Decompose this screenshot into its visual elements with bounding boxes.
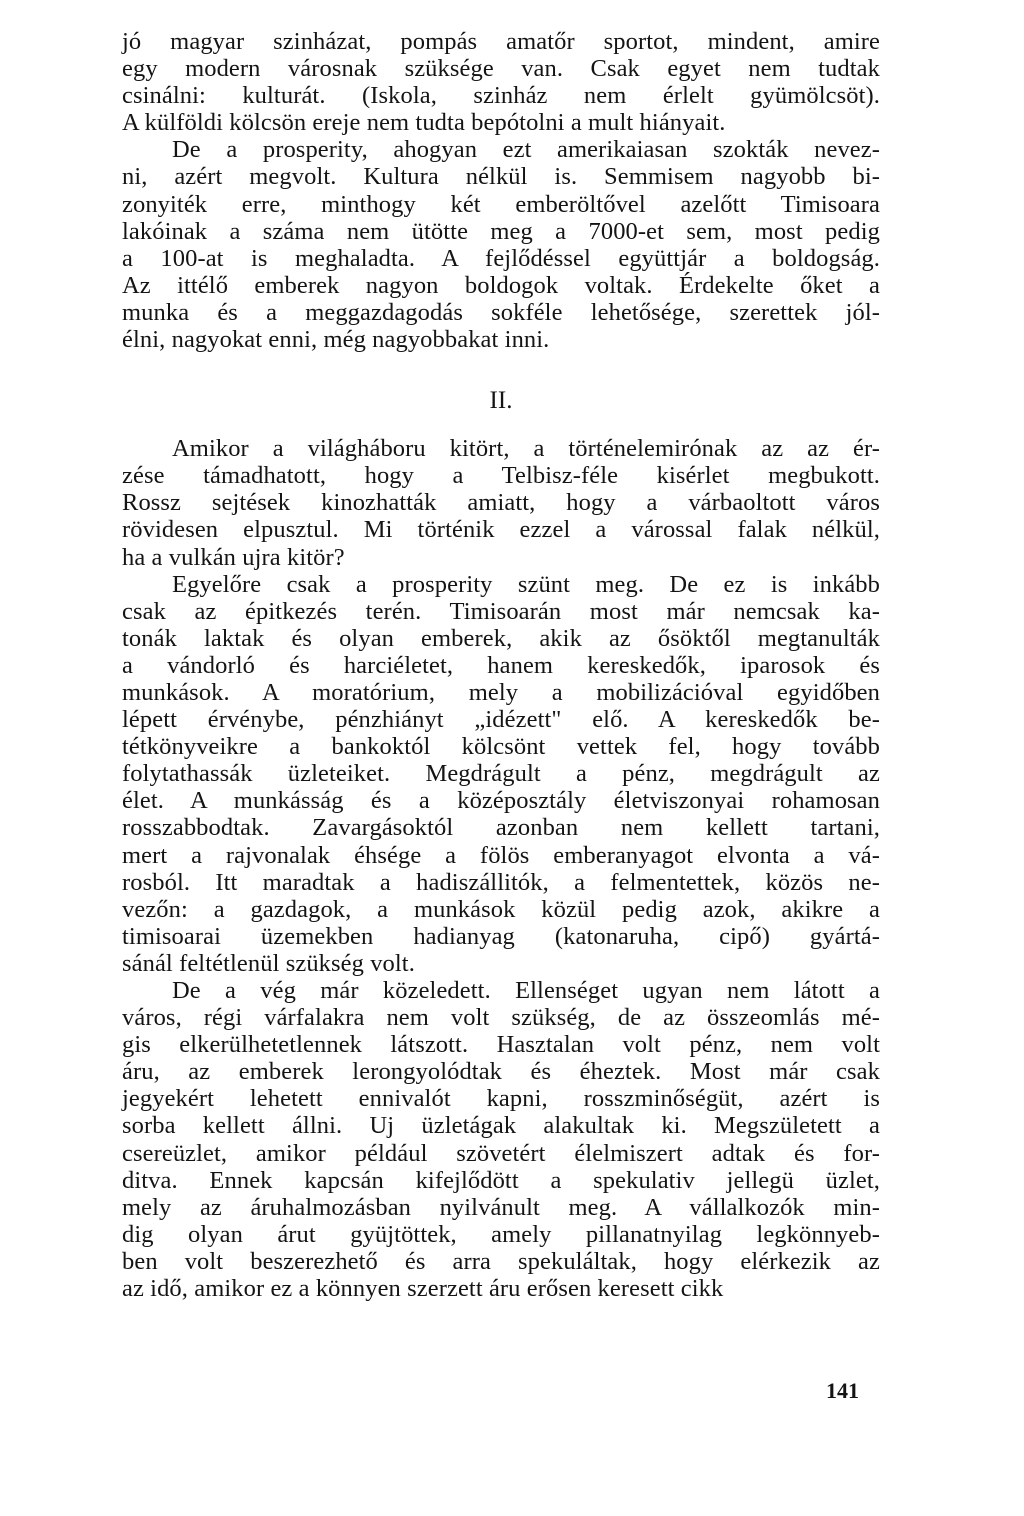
text-line: De a prosperity, ahogyan ezt amerikaiasan szokták nevez- xyxy=(172,136,880,164)
paragraph xyxy=(122,28,880,136)
text-line: jegyekért lehetett ennivalót kapni, rosszminőségüt, azért is xyxy=(122,1085,880,1113)
text-line: zonyiték erre, minthogy két emberöltővel azelőtt Timisoara xyxy=(122,190,880,218)
text-line: csak az épitkezés terén. Timisoarán most már nemcsak ka- xyxy=(122,597,880,625)
text-line: Rossz sejtések kinozhatták amiatt, hogy a várbaoltott város xyxy=(122,489,880,517)
text-line: rövidesen elpusztul. Mi történik ezzel a várossal falak nélkül, xyxy=(122,516,880,544)
text-line: sorba kellett állni. Uj üzletágak alakultak ki. Megszületett a xyxy=(122,1112,880,1140)
text-line: élet. A munkásság és a középosztály életviszonyai rohamosan xyxy=(122,787,880,815)
text-line: mert a rajvonalak éhsége a fölös emberanyagot elvonta a vá- xyxy=(122,841,880,869)
text-line: vezőn: a gazdagok, a munkások közül pedig azok, akikre a xyxy=(122,895,880,923)
text-line: lakóinak a száma nem ütötte meg a 7000-et sem, most pedig xyxy=(122,217,880,245)
text-line: rosszabbodtak. Zavargásoktól azonban nem kellett tartani, xyxy=(122,814,880,842)
text-line: A külföldi kölcsön ereje nem tudta bepótolni a mult hiányait. xyxy=(122,109,726,137)
text-line: Az ittélő emberek nagyon boldogok voltak. Érdekelte őket a xyxy=(122,271,880,299)
text-line: dig olyan árut gyüjtöttek, amely pillanatnyilag legkönnyeb- xyxy=(122,1220,880,1248)
text-line: Egyelőre csak a prosperity szünt meg. De ez is inkább xyxy=(172,570,880,598)
text-line: timisoarai üzemekben hadianyag (katonaruha, cipő) gyártá- xyxy=(122,922,880,950)
text-block-intro xyxy=(122,28,880,353)
text-line: tonák laktak és olyan emberek, akik az ősöktől megtanulták xyxy=(122,624,880,652)
text-line: jó magyar szinházat, pompás amatőr sportot, mindent, amire xyxy=(122,28,880,55)
text-block-section-two xyxy=(122,435,880,1302)
text-line: csereüzlet, amikor például szövetért élelmiszert adtak és for- xyxy=(122,1139,880,1167)
text-line: Amikor a világháboru kitört, a történelemirónak az az ér- xyxy=(172,435,880,463)
text-line: sánál feltétlenül szükség volt. xyxy=(122,949,415,977)
text-line: gis elkerülhetetlennek látszott. Hasztalan volt pénz, nem volt xyxy=(122,1031,880,1059)
section-heading: II. xyxy=(489,387,513,415)
text-line: ben volt beszerezhető és arra spekuláltak, hogy elérkezik az xyxy=(122,1247,880,1275)
text-line: munka és a meggazdagodás sokféle lehetősége, szerettek jól- xyxy=(122,298,880,326)
text-line: egy modern városnak szüksége van. Csak egyet nem tudtak xyxy=(122,55,880,83)
text-line: város, régi várfalakra nem volt szükség, de az összeomlás mé- xyxy=(122,1004,880,1032)
text-line: ditva. Ennek kapcsán kifejlődött a spekulativ jellegü üzlet, xyxy=(122,1166,880,1194)
text-line: mely az áruhalmozásban nyilvánult meg. A vállalkozók min- xyxy=(122,1193,880,1221)
text-line: De a vég már közeledett. Ellenséget ugyan nem látott a xyxy=(172,977,880,1004)
text-line: ha a vulkán ujra kitör? xyxy=(122,543,345,571)
text-line: az idő, amikor ez a könnyen szerzett áru erősen keresett cikk xyxy=(122,1275,724,1303)
text-line: zése támadhatott, hogy a Telbisz-féle kisérlet megbukott. xyxy=(122,462,880,490)
paragraph xyxy=(122,571,880,977)
text-line: áru, az emberek lerongyolódtak és éheztek. Most már csak xyxy=(122,1058,880,1086)
text-line: csinálni: kulturát. (Iskola, szinház nem érlelt gyümölcsöt). xyxy=(122,82,880,110)
paragraph xyxy=(122,435,880,570)
text-line: élni, nagyokat enni, még nagyobbakat inni. xyxy=(122,326,550,354)
text-line: tétkönyveikre a bankoktól kölcsönt vettek fel, hogy tovább xyxy=(122,733,880,761)
text-line: ni, azért megvolt. Kultura nélkül is. Semmisem nagyobb bi- xyxy=(122,163,880,191)
book-page xyxy=(122,28,880,1302)
text-line: munkások. A moratórium, mely a mobilizációval egyidőben xyxy=(122,678,880,706)
text-line: rosból. Itt maradtak a hadiszállitók, a felmentettek, közös ne- xyxy=(122,868,880,896)
page-number: 141 xyxy=(826,1378,859,1403)
text-line: a vándorló és harciéletet, hanem kereskedők, iparosok és xyxy=(122,651,880,679)
text-line: folytathassák üzleteiket. Megdrágult a pénz, megdrágult az xyxy=(122,760,880,788)
paragraph xyxy=(122,977,880,1302)
text-line: lépett érvénybe, pénzhiányt „idézett" elő. A kereskedők be- xyxy=(122,706,880,734)
paragraph xyxy=(122,136,880,353)
text-line: a 100-at is meghaladta. A fejlődéssel együttjár a boldogság. xyxy=(122,244,880,272)
